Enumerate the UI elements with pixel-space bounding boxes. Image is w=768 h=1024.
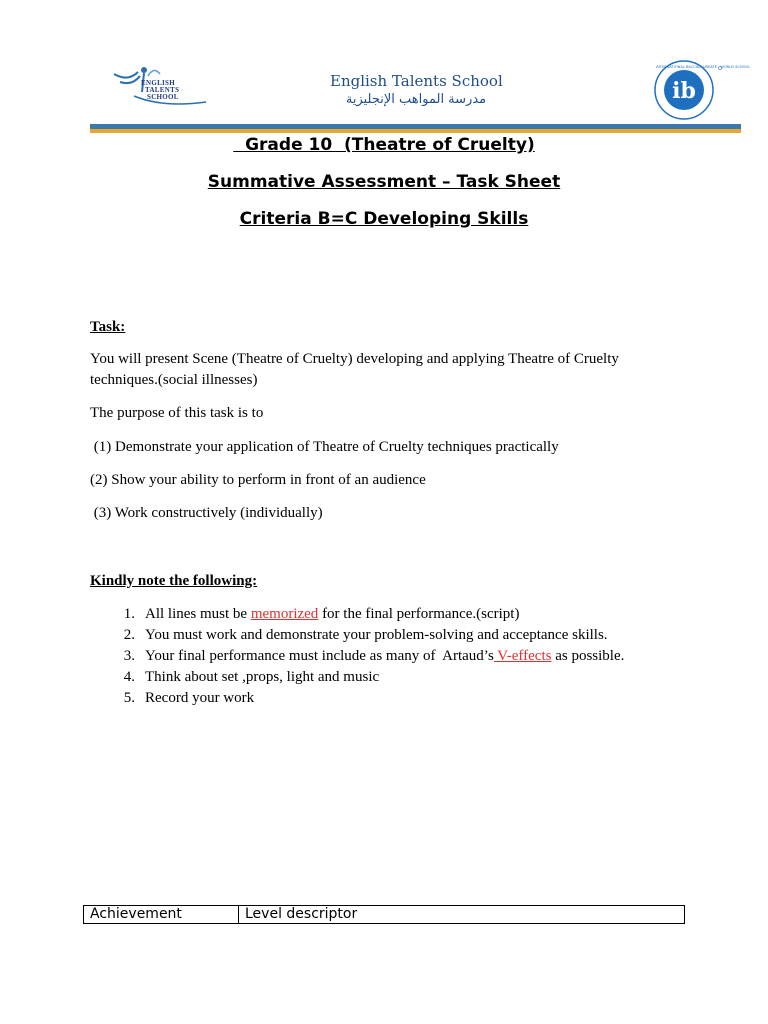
task-description: You will present Scene (Theatre of Cruelty) developing and applying Theatre of Cruelty techniques.(social illnesses) <box>90 351 619 388</box>
ib-ring-text: INTERNATIONAL BACCALAUREATE · WORLD SCHOOL <box>656 65 751 69</box>
list-item <box>90 625 624 646</box>
notes-list <box>90 604 624 709</box>
notes-label: Kindly note the following: <box>90 573 258 589</box>
school-name-arabic: مدرسة المواهب الإنجليزية <box>345 92 487 107</box>
purpose-item: (2) Show your ability to perform in front of an audience <box>90 472 426 488</box>
school-name-english: English Talents School <box>330 72 503 90</box>
list-item <box>90 688 624 709</box>
list-item <box>90 667 624 688</box>
list-text: Think about set ,props, light and music <box>145 669 380 685</box>
table-header-level-descriptor: Level descriptor <box>245 906 358 922</box>
list-text: as possible. <box>551 648 625 664</box>
list-number: 1. <box>123 606 135 622</box>
table-header-achievement: Achievement <box>84 906 239 923</box>
list-number: 3. <box>123 648 135 664</box>
purpose-intro: The purpose of this task is to <box>90 405 264 421</box>
list-number: 2. <box>123 627 135 643</box>
list-number: 4. <box>123 669 135 685</box>
list-text: for the final performance.(script) <box>318 606 520 622</box>
list-text: Record your work <box>145 690 255 706</box>
criteria-title: Criteria B=C Developing Skills <box>239 209 529 229</box>
assessment-title: Summative Assessment – Task Sheet <box>207 172 561 192</box>
list-text: All lines must be <box>145 606 251 622</box>
list-text: You must work and demonstrate your problem-solving and acceptance skills. <box>145 627 608 643</box>
achievement-table-header <box>83 905 685 924</box>
list-text: Your final performance must include as many of Artaud’s <box>145 648 494 664</box>
header-rule-gold <box>90 129 741 133</box>
task-label: Task: <box>90 319 126 335</box>
ib-world-school-logo <box>652 60 751 120</box>
purpose-item: (3) Work constructively (individually) <box>90 505 323 521</box>
memorized-link[interactable]: memorized <box>250 606 319 622</box>
list-item <box>90 646 624 667</box>
purpose-item: (1) Demonstrate your application of Theatre of Cruelty techniques practically <box>90 439 559 455</box>
list-item <box>90 604 624 625</box>
ib-logo-text: ib <box>672 78 696 104</box>
list-number: 5. <box>123 690 135 706</box>
v-effects-link[interactable]: V-effects <box>493 648 552 664</box>
school-logo-text: ENGLISH TALENTS SCHOOL <box>141 79 180 101</box>
grade-title: Grade 10 (Theatre of Cruelty) <box>233 135 535 155</box>
